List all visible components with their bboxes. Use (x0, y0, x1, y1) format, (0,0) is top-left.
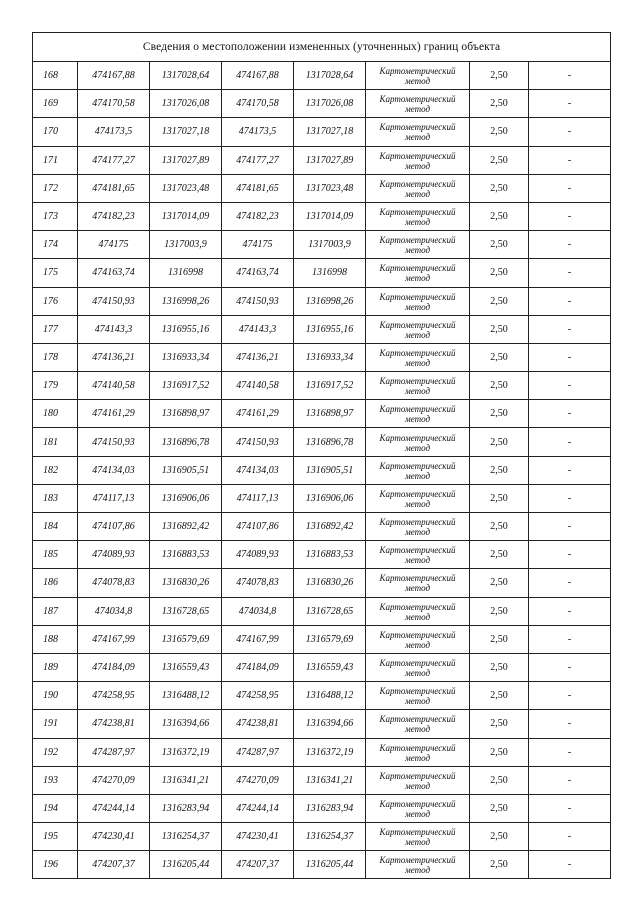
accuracy-cell: 2,50 (470, 794, 529, 822)
note-cell: - (529, 682, 611, 710)
note-cell: - (529, 569, 611, 597)
point-number-cell: 178 (33, 343, 78, 371)
new-x-cell: 474182,23 (222, 202, 294, 230)
existing-x-cell: 474034,8 (78, 597, 150, 625)
boundary-coordinates-table (32, 32, 611, 879)
accuracy-cell: 2,50 (470, 259, 529, 287)
new-x-cell: 474136,21 (222, 343, 294, 371)
table-row (33, 343, 611, 371)
accuracy-cell: 2,50 (470, 90, 529, 118)
method-cell: Картометрический метод (366, 428, 470, 456)
table-row (33, 202, 611, 230)
method-cell: Картометрический метод (366, 259, 470, 287)
new-x-cell: 474258,95 (222, 682, 294, 710)
table-row (33, 315, 611, 343)
table-row (33, 738, 611, 766)
point-number-cell: 176 (33, 287, 78, 315)
point-number-cell: 169 (33, 90, 78, 118)
existing-y-cell: 1316488,12 (150, 682, 222, 710)
note-cell: - (529, 118, 611, 146)
new-x-cell: 474161,29 (222, 400, 294, 428)
new-y-cell: 1316372,19 (294, 738, 366, 766)
existing-x-cell: 474150,93 (78, 428, 150, 456)
new-x-cell: 474170,58 (222, 90, 294, 118)
existing-y-cell: 1317028,64 (150, 62, 222, 90)
existing-x-cell: 474078,83 (78, 569, 150, 597)
existing-x-cell: 474140,58 (78, 372, 150, 400)
new-y-cell: 1316488,12 (294, 682, 366, 710)
table-row (33, 174, 611, 202)
point-number-cell: 173 (33, 202, 78, 230)
table-row (33, 400, 611, 428)
existing-x-cell: 474181,65 (78, 174, 150, 202)
table-row (33, 62, 611, 90)
method-cell: Картометрический метод (366, 569, 470, 597)
new-x-cell: 474287,97 (222, 738, 294, 766)
new-y-cell: 1317026,08 (294, 90, 366, 118)
new-x-cell: 474270,09 (222, 766, 294, 794)
new-y-cell: 1316579,69 (294, 625, 366, 653)
existing-x-cell: 474177,27 (78, 146, 150, 174)
table-row (33, 484, 611, 512)
table-row (33, 513, 611, 541)
accuracy-cell: 2,50 (470, 851, 529, 879)
existing-y-cell: 1316955,16 (150, 315, 222, 343)
existing-y-cell: 1316998,26 (150, 287, 222, 315)
accuracy-cell: 2,50 (470, 541, 529, 569)
method-cell: Картометрический метод (366, 400, 470, 428)
note-cell: - (529, 513, 611, 541)
note-cell: - (529, 343, 611, 371)
existing-y-cell: 1316728,65 (150, 597, 222, 625)
existing-y-cell: 1317026,08 (150, 90, 222, 118)
table-row (33, 146, 611, 174)
method-cell: Картометрический метод (366, 513, 470, 541)
existing-y-cell: 1316372,19 (150, 738, 222, 766)
note-cell: - (529, 766, 611, 794)
method-cell: Картометрический метод (366, 682, 470, 710)
table-row (33, 118, 611, 146)
accuracy-cell: 2,50 (470, 231, 529, 259)
existing-x-cell: 474230,41 (78, 823, 150, 851)
new-y-cell: 1317014,09 (294, 202, 366, 230)
note-cell: - (529, 484, 611, 512)
existing-y-cell: 1316917,52 (150, 372, 222, 400)
new-x-cell: 474177,27 (222, 146, 294, 174)
new-y-cell: 1316883,53 (294, 541, 366, 569)
existing-y-cell: 1317027,89 (150, 146, 222, 174)
new-y-cell: 1316830,26 (294, 569, 366, 597)
point-number-cell: 180 (33, 400, 78, 428)
method-cell: Картометрический метод (366, 597, 470, 625)
accuracy-cell: 2,50 (470, 738, 529, 766)
method-cell: Картометрический метод (366, 174, 470, 202)
table-row (33, 90, 611, 118)
note-cell: - (529, 174, 611, 202)
method-cell: Картометрический метод (366, 456, 470, 484)
new-x-cell: 474163,74 (222, 259, 294, 287)
accuracy-cell: 2,50 (470, 287, 529, 315)
existing-x-cell: 474175 (78, 231, 150, 259)
method-cell: Картометрический метод (366, 794, 470, 822)
existing-y-cell: 1316883,53 (150, 541, 222, 569)
table-row (33, 428, 611, 456)
existing-y-cell: 1316898,97 (150, 400, 222, 428)
existing-y-cell: 1316896,78 (150, 428, 222, 456)
point-number-cell: 183 (33, 484, 78, 512)
new-x-cell: 474140,58 (222, 372, 294, 400)
existing-y-cell: 1316283,94 (150, 794, 222, 822)
new-x-cell: 474150,93 (222, 287, 294, 315)
point-number-cell: 190 (33, 682, 78, 710)
point-number-cell: 171 (33, 146, 78, 174)
existing-y-cell: 1316905,51 (150, 456, 222, 484)
point-number-cell: 174 (33, 231, 78, 259)
table-row (33, 372, 611, 400)
new-y-cell: 1316955,16 (294, 315, 366, 343)
existing-x-cell: 474207,37 (78, 851, 150, 879)
accuracy-cell: 2,50 (470, 569, 529, 597)
table-row (33, 541, 611, 569)
accuracy-cell: 2,50 (470, 710, 529, 738)
new-y-cell: 1316906,06 (294, 484, 366, 512)
note-cell: - (529, 372, 611, 400)
new-y-cell: 1317023,48 (294, 174, 366, 202)
table-row (33, 766, 611, 794)
table-row (33, 823, 611, 851)
table-row (33, 794, 611, 822)
method-cell: Картометрический метод (366, 146, 470, 174)
existing-x-cell: 474184,09 (78, 653, 150, 681)
new-x-cell: 474078,83 (222, 569, 294, 597)
point-number-cell: 182 (33, 456, 78, 484)
point-number-cell: 194 (33, 794, 78, 822)
existing-x-cell: 474270,09 (78, 766, 150, 794)
table-row (33, 682, 611, 710)
note-cell: - (529, 851, 611, 879)
new-y-cell: 1316898,97 (294, 400, 366, 428)
method-cell: Картометрический метод (366, 541, 470, 569)
existing-y-cell: 1316830,26 (150, 569, 222, 597)
new-y-cell: 1316559,43 (294, 653, 366, 681)
new-y-cell: 1316254,37 (294, 823, 366, 851)
existing-x-cell: 474173,5 (78, 118, 150, 146)
new-x-cell: 474143,3 (222, 315, 294, 343)
existing-x-cell: 474170,58 (78, 90, 150, 118)
new-x-cell: 474175 (222, 231, 294, 259)
new-y-cell: 1316728,65 (294, 597, 366, 625)
note-cell: - (529, 794, 611, 822)
existing-x-cell: 474134,03 (78, 456, 150, 484)
existing-x-cell: 474287,97 (78, 738, 150, 766)
existing-x-cell: 474182,23 (78, 202, 150, 230)
table-row (33, 287, 611, 315)
new-y-cell: 1316896,78 (294, 428, 366, 456)
new-y-cell: 1316933,34 (294, 343, 366, 371)
accuracy-cell: 2,50 (470, 766, 529, 794)
accuracy-cell: 2,50 (470, 484, 529, 512)
note-cell: - (529, 428, 611, 456)
existing-y-cell: 1316906,06 (150, 484, 222, 512)
note-cell: - (529, 315, 611, 343)
point-number-cell: 186 (33, 569, 78, 597)
accuracy-cell: 2,50 (470, 146, 529, 174)
existing-y-cell: 1316892,42 (150, 513, 222, 541)
accuracy-cell: 2,50 (470, 513, 529, 541)
accuracy-cell: 2,50 (470, 202, 529, 230)
method-cell: Картометрический метод (366, 851, 470, 879)
existing-y-cell: 1316254,37 (150, 823, 222, 851)
existing-x-cell: 474163,74 (78, 259, 150, 287)
existing-x-cell: 474238,81 (78, 710, 150, 738)
new-x-cell: 474117,13 (222, 484, 294, 512)
existing-y-cell: 1317023,48 (150, 174, 222, 202)
new-y-cell: 1316917,52 (294, 372, 366, 400)
note-cell: - (529, 625, 611, 653)
new-y-cell: 1317027,89 (294, 146, 366, 174)
new-y-cell: 1316905,51 (294, 456, 366, 484)
method-cell: Картометрический метод (366, 118, 470, 146)
note-cell: - (529, 62, 611, 90)
new-y-cell: 1316998 (294, 259, 366, 287)
existing-y-cell: 1317014,09 (150, 202, 222, 230)
accuracy-cell: 2,50 (470, 823, 529, 851)
existing-x-cell: 474107,86 (78, 513, 150, 541)
new-y-cell: 1316341,21 (294, 766, 366, 794)
note-cell: - (529, 738, 611, 766)
method-cell: Картометрический метод (366, 202, 470, 230)
new-x-cell: 474230,41 (222, 823, 294, 851)
point-number-cell: 184 (33, 513, 78, 541)
existing-y-cell: 1316341,21 (150, 766, 222, 794)
accuracy-cell: 2,50 (470, 315, 529, 343)
method-cell: Картометрический метод (366, 287, 470, 315)
existing-y-cell: 1317027,18 (150, 118, 222, 146)
new-y-cell: 1316283,94 (294, 794, 366, 822)
point-number-cell: 188 (33, 625, 78, 653)
accuracy-cell: 2,50 (470, 456, 529, 484)
accuracy-cell: 2,50 (470, 428, 529, 456)
new-x-cell: 474181,65 (222, 174, 294, 202)
accuracy-cell: 2,50 (470, 400, 529, 428)
existing-x-cell: 474117,13 (78, 484, 150, 512)
new-x-cell: 474167,99 (222, 625, 294, 653)
accuracy-cell: 2,50 (470, 343, 529, 371)
table-row (33, 231, 611, 259)
accuracy-cell: 2,50 (470, 653, 529, 681)
point-number-cell: 172 (33, 174, 78, 202)
point-number-cell: 170 (33, 118, 78, 146)
existing-x-cell: 474167,88 (78, 62, 150, 90)
accuracy-cell: 2,50 (470, 597, 529, 625)
new-x-cell: 474173,5 (222, 118, 294, 146)
existing-x-cell: 474136,21 (78, 343, 150, 371)
new-x-cell: 474107,86 (222, 513, 294, 541)
note-cell: - (529, 541, 611, 569)
new-y-cell: 1316892,42 (294, 513, 366, 541)
new-x-cell: 474207,37 (222, 851, 294, 879)
method-cell: Картометрический метод (366, 738, 470, 766)
new-y-cell: 1316394,66 (294, 710, 366, 738)
note-cell: - (529, 231, 611, 259)
point-number-cell: 189 (33, 653, 78, 681)
existing-x-cell: 474161,29 (78, 400, 150, 428)
table-body (33, 33, 611, 879)
document-page (32, 32, 610, 879)
table-row (33, 851, 611, 879)
note-cell: - (529, 202, 611, 230)
table-row (33, 653, 611, 681)
note-cell: - (529, 710, 611, 738)
new-x-cell: 474134,03 (222, 456, 294, 484)
point-number-cell: 196 (33, 851, 78, 879)
note-cell: - (529, 400, 611, 428)
new-x-cell: 474167,88 (222, 62, 294, 90)
method-cell: Картометрический метод (366, 90, 470, 118)
table-row (33, 597, 611, 625)
existing-y-cell: 1316998 (150, 259, 222, 287)
existing-x-cell: 474150,93 (78, 287, 150, 315)
method-cell: Картометрический метод (366, 343, 470, 371)
method-cell: Картометрический метод (366, 372, 470, 400)
method-cell: Картометрический метод (366, 823, 470, 851)
new-x-cell: 474238,81 (222, 710, 294, 738)
method-cell: Картометрический метод (366, 484, 470, 512)
table-row (33, 710, 611, 738)
note-cell: - (529, 259, 611, 287)
accuracy-cell: 2,50 (470, 372, 529, 400)
point-number-cell: 185 (33, 541, 78, 569)
table-row (33, 259, 611, 287)
existing-y-cell: 1316559,43 (150, 653, 222, 681)
method-cell: Картометрический метод (366, 710, 470, 738)
existing-x-cell: 474167,99 (78, 625, 150, 653)
table-title: Сведения о местоположении измененных (уточненных) границ объекта (33, 33, 611, 62)
point-number-cell: 193 (33, 766, 78, 794)
new-y-cell: 1316205,44 (294, 851, 366, 879)
accuracy-cell: 2,50 (470, 625, 529, 653)
existing-y-cell: 1317003,9 (150, 231, 222, 259)
method-cell: Картометрический метод (366, 231, 470, 259)
table-title-row (33, 33, 611, 62)
accuracy-cell: 2,50 (470, 174, 529, 202)
existing-y-cell: 1316394,66 (150, 710, 222, 738)
new-y-cell: 1317027,18 (294, 118, 366, 146)
note-cell: - (529, 597, 611, 625)
existing-x-cell: 474244,14 (78, 794, 150, 822)
existing-x-cell: 474089,93 (78, 541, 150, 569)
new-x-cell: 474150,93 (222, 428, 294, 456)
note-cell: - (529, 287, 611, 315)
existing-y-cell: 1316205,44 (150, 851, 222, 879)
point-number-cell: 179 (33, 372, 78, 400)
point-number-cell: 191 (33, 710, 78, 738)
accuracy-cell: 2,50 (470, 118, 529, 146)
existing-x-cell: 474143,3 (78, 315, 150, 343)
method-cell: Картометрический метод (366, 766, 470, 794)
point-number-cell: 168 (33, 62, 78, 90)
accuracy-cell: 2,50 (470, 682, 529, 710)
method-cell: Картометрический метод (366, 653, 470, 681)
point-number-cell: 187 (33, 597, 78, 625)
new-x-cell: 474089,93 (222, 541, 294, 569)
method-cell: Картометрический метод (366, 62, 470, 90)
existing-y-cell: 1316579,69 (150, 625, 222, 653)
existing-x-cell: 474258,95 (78, 682, 150, 710)
accuracy-cell: 2,50 (470, 62, 529, 90)
new-x-cell: 474244,14 (222, 794, 294, 822)
point-number-cell: 177 (33, 315, 78, 343)
new-y-cell: 1317028,64 (294, 62, 366, 90)
point-number-cell: 181 (33, 428, 78, 456)
point-number-cell: 195 (33, 823, 78, 851)
point-number-cell: 192 (33, 738, 78, 766)
point-number-cell: 175 (33, 259, 78, 287)
note-cell: - (529, 653, 611, 681)
note-cell: - (529, 456, 611, 484)
new-y-cell: 1316998,26 (294, 287, 366, 315)
note-cell: - (529, 90, 611, 118)
method-cell: Картометрический метод (366, 315, 470, 343)
new-y-cell: 1317003,9 (294, 231, 366, 259)
note-cell: - (529, 823, 611, 851)
table-row (33, 456, 611, 484)
existing-y-cell: 1316933,34 (150, 343, 222, 371)
table-row (33, 625, 611, 653)
new-x-cell: 474034,8 (222, 597, 294, 625)
note-cell: - (529, 146, 611, 174)
method-cell: Картометрический метод (366, 625, 470, 653)
table-row (33, 569, 611, 597)
new-x-cell: 474184,09 (222, 653, 294, 681)
